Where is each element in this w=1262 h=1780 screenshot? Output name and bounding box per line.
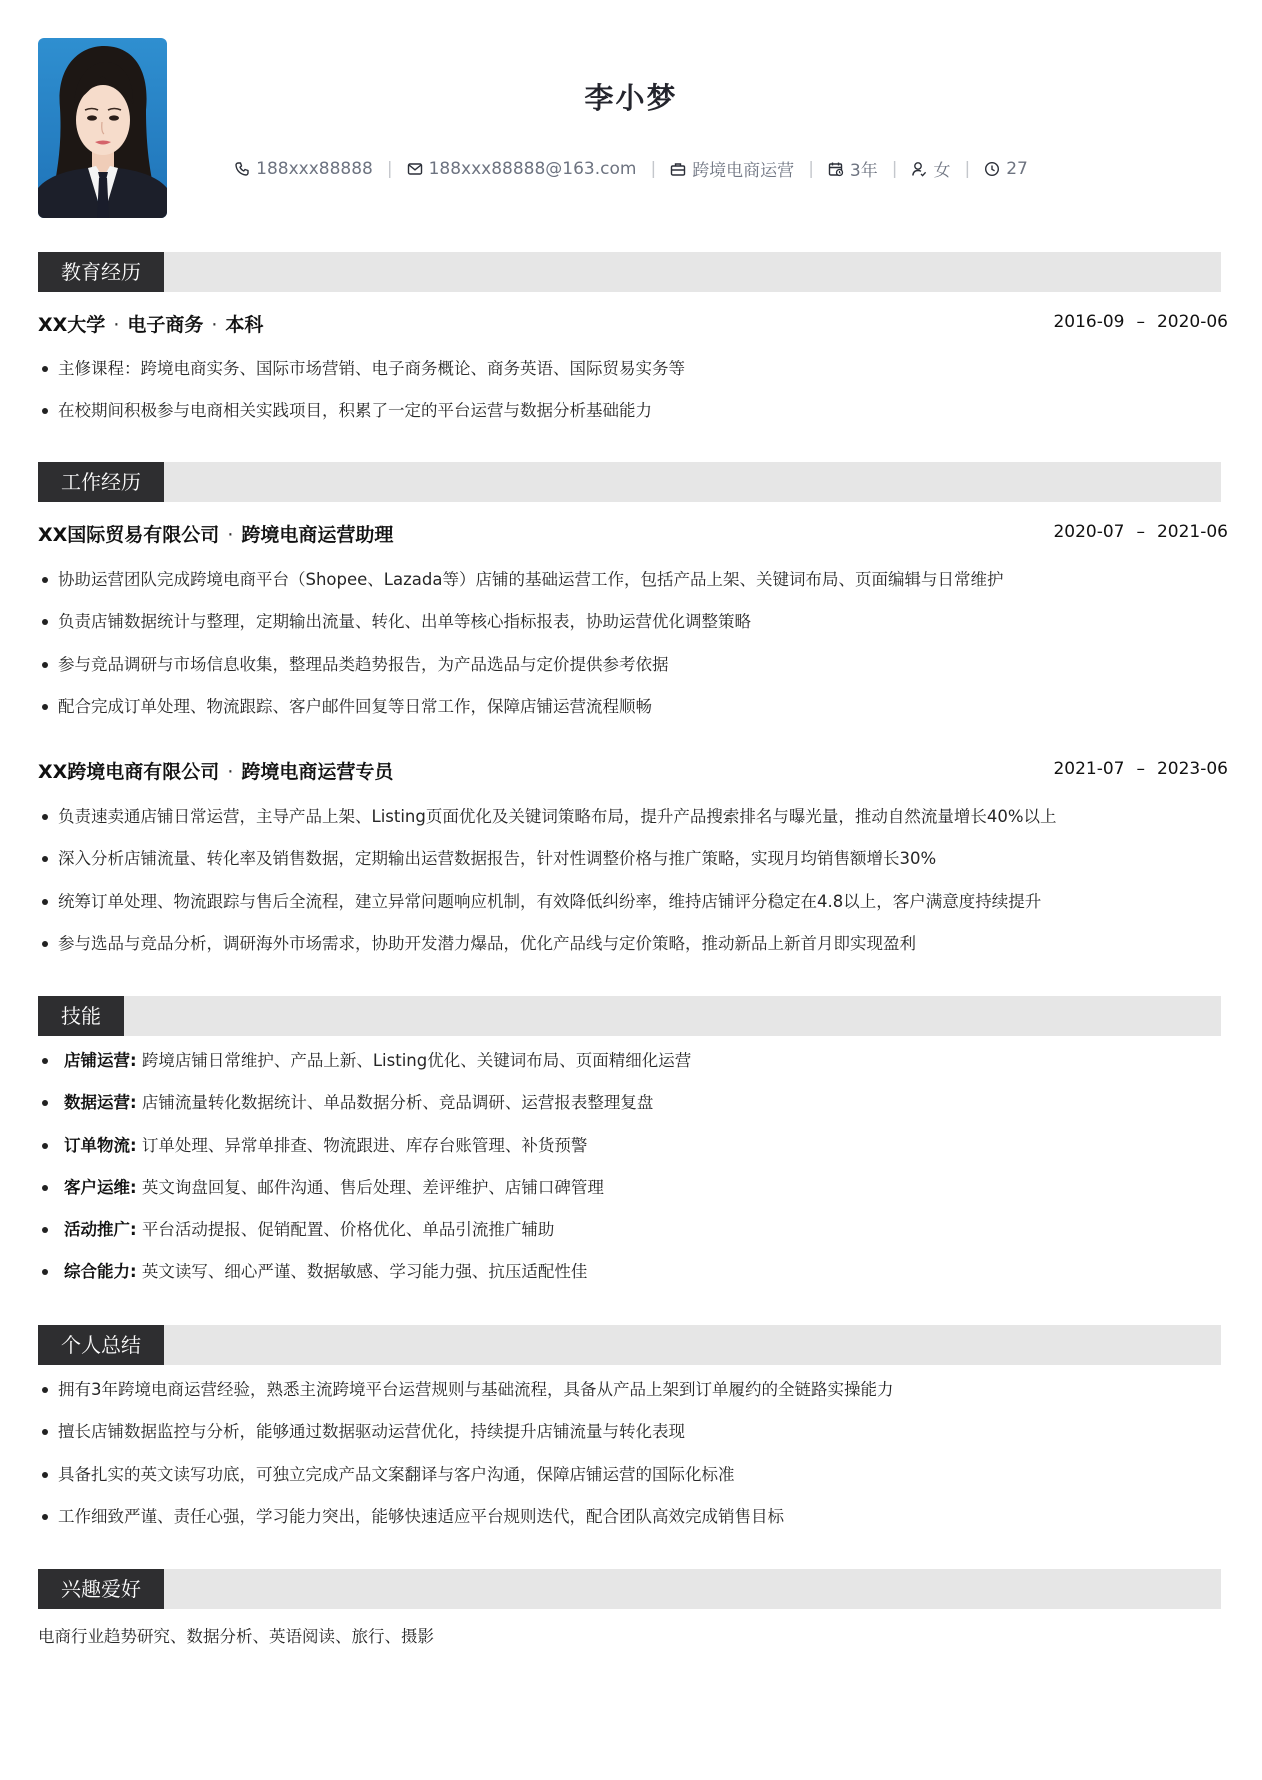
email-address: 188xxx88888@163.com [428, 158, 637, 179]
candidate-name: 李小梦 [584, 81, 678, 115]
gender-item [911, 156, 950, 181]
start-date: 2020-07 [1053, 522, 1125, 542]
gender: 女 [933, 161, 951, 181]
list-item: 拥有3年跨境电商运营经验，熟悉主流跨境平台运营规则与基础流程，具备从产品上架到订单履约的全链路实操能力 [38, 1379, 1218, 1421]
skill-category: 客户运维: [64, 1177, 137, 1197]
skill-detail: 订单处理、异常单排查、物流跟进、库存台账管理、补货预警 [136, 1135, 588, 1155]
skill-item [38, 1177, 1218, 1219]
skill-detail: 英文询盘回复、邮件沟通、售后处理、差评维护、店铺口碑管理 [136, 1177, 604, 1197]
skill-item [38, 1219, 1218, 1261]
end-date: 2020-06 [1156, 312, 1228, 332]
dot-separator: · [227, 524, 234, 546]
summary-bullets [38, 1379, 1218, 1548]
dot-separator: · [211, 314, 218, 336]
job-bullets [38, 806, 1218, 975]
section-work [38, 462, 1221, 502]
job-bullets [38, 569, 1218, 738]
job-heading [38, 520, 393, 547]
end-date: 2023-06 [1156, 759, 1228, 779]
start-date: 2016-09 [1053, 312, 1125, 332]
education-heading [38, 310, 263, 337]
separator: | [650, 158, 657, 179]
calendar-icon [828, 161, 844, 177]
end-date: 2021-06 [1156, 522, 1228, 542]
section-title: 兴趣爱好 [38, 1569, 164, 1609]
section-summary [38, 1325, 1221, 1365]
profile-photo [38, 38, 167, 218]
hobbies-text: 电商行业趋势研究、数据分析、英语阅读、旅行、摄影 [38, 1627, 434, 1646]
skill-item [38, 1050, 1218, 1092]
section-title: 教育经历 [38, 252, 164, 292]
date-dash: – [1136, 522, 1145, 542]
company-name: XX国际贸易有限公司 [38, 524, 220, 546]
skill-category: 活动推广: [64, 1220, 137, 1240]
position-item [670, 156, 794, 181]
age: 27 [1006, 158, 1028, 179]
skill-detail: 英文读写、细心严谨、数据敏感、学习能力强、抗压适配性佳 [136, 1262, 588, 1282]
list-item: 协助运营团队完成跨境电商平台（Shopee、Lazada等）店铺的基础运营工作，包括产品上架、关键词布局、页面编辑与日常维护 [38, 569, 1218, 611]
skill-category: 店铺运营: [64, 1051, 137, 1070]
separator: | [891, 158, 898, 179]
dot-separator: · [227, 761, 234, 783]
job-role: 跨境电商运营专员 [241, 761, 394, 783]
section-skills [38, 996, 1221, 1036]
separator: | [964, 158, 971, 179]
briefcase-icon [670, 161, 686, 177]
person-icon [911, 161, 927, 177]
skill-item [38, 1261, 1218, 1303]
list-item: 擅长店铺数据监控与分析，能够通过数据驱动运营优化，持续提升店铺流量与转化表现 [38, 1421, 1218, 1463]
date-dash: – [1136, 759, 1145, 779]
skill-item [38, 1092, 1218, 1134]
job-role: 跨境电商运营助理 [241, 524, 394, 546]
list-item: 具备扎实的英文读写功底，可独立完成产品文案翻译与客户沟通，保障店铺运营的国际化标准 [38, 1464, 1218, 1506]
job-heading [38, 757, 393, 784]
major: 电子商务 [127, 314, 204, 336]
company-name: XX跨境电商有限公司 [38, 761, 220, 783]
skill-item [38, 1135, 1218, 1177]
skills-list [38, 1050, 1218, 1304]
date-dash: – [1136, 312, 1145, 332]
age-item [984, 159, 1028, 179]
job-dates [1053, 759, 1228, 779]
phone-icon [234, 161, 250, 177]
skill-category: 订单物流: [64, 1135, 137, 1155]
experience-item [828, 156, 878, 181]
target-position: 跨境电商运营 [692, 161, 795, 181]
school-name: XX大学 [38, 314, 106, 336]
phone-item [234, 159, 373, 179]
skill-category: 综合能力: [64, 1262, 137, 1282]
work-years: 3年 [849, 161, 878, 181]
separator: | [386, 158, 393, 179]
clock-icon [984, 161, 1000, 177]
skill-category: 数据运营: [64, 1093, 137, 1113]
list-item: 在校期间积极参与电商相关实践项目，积累了一定的平台运营与数据分析基础能力 [38, 400, 1218, 442]
skill-detail: 店铺流量转化数据统计、单品数据分析、竞品调研、运营报表整理复盘 [136, 1093, 654, 1113]
section-education [38, 252, 1221, 292]
list-item: 负责店铺数据统计与整理，定期输出流量、转化、出单等核心指标报表，协助运营优化调整策略 [38, 611, 1218, 653]
contact-info [0, 156, 1262, 181]
email-item [407, 159, 637, 179]
list-item: 统筹订单处理、物流跟踪与售后全流程，建立异常问题响应机制，有效降低纠纷率，维持店铺评分稳定在4.8以上，客户满意度持续提升 [38, 891, 1218, 933]
list-item: 参与选品与竞品分析，调研海外市场需求，协助开发潜力爆品，优化产品线与定价策略，推动新品上新首月即实现盈利 [38, 933, 1218, 975]
education-dates [1053, 312, 1228, 332]
list-item: 参与竞品调研与市场信息收集，整理品类趋势报告，为产品选品与定价提供参考依据 [38, 654, 1218, 696]
skill-detail: 平台活动提报、促销配置、价格优化、单品引流推广辅助 [136, 1220, 555, 1240]
list-item: 配合完成订单处理、物流跟踪、客户邮件回复等日常工作，保障店铺运营流程顺畅 [38, 696, 1218, 738]
mail-icon [407, 161, 423, 177]
start-date: 2021-07 [1053, 759, 1125, 779]
section-title: 个人总结 [38, 1325, 164, 1365]
phone-number: 188xxx88888 [256, 158, 373, 179]
section-title: 技能 [38, 996, 124, 1036]
section-title: 工作经历 [38, 462, 164, 502]
job-dates [1053, 522, 1228, 542]
skill-detail: 跨境店铺日常维护、产品上新、Listing优化、关键词布局、页面精细化运营 [136, 1051, 692, 1070]
list-item: 主修课程：跨境电商实务、国际市场营销、电子商务概论、商务英语、国际贸易实务等 [38, 358, 1218, 400]
separator: | [808, 158, 814, 179]
dot-separator: · [113, 314, 120, 336]
list-item: 负责速卖通店铺日常运营，主导产品上架、Listing页面优化及关键词策略布局，提升产品搜索排名与曝光量，推动自然流量增长40%以上 [38, 806, 1218, 848]
degree: 本科 [225, 314, 264, 336]
education-bullets [38, 358, 1218, 443]
list-item: 工作细致严谨、责任心强，学习能力突出，能够快速适应平台规则迭代，配合团队高效完成销售目标 [38, 1506, 1218, 1548]
section-hobbies [38, 1569, 1221, 1609]
list-item: 深入分析店铺流量、转化率及销售数据，定期输出运营数据报告，针对性调整价格与推广策略，实现月均销售额增长30% [38, 848, 1218, 890]
